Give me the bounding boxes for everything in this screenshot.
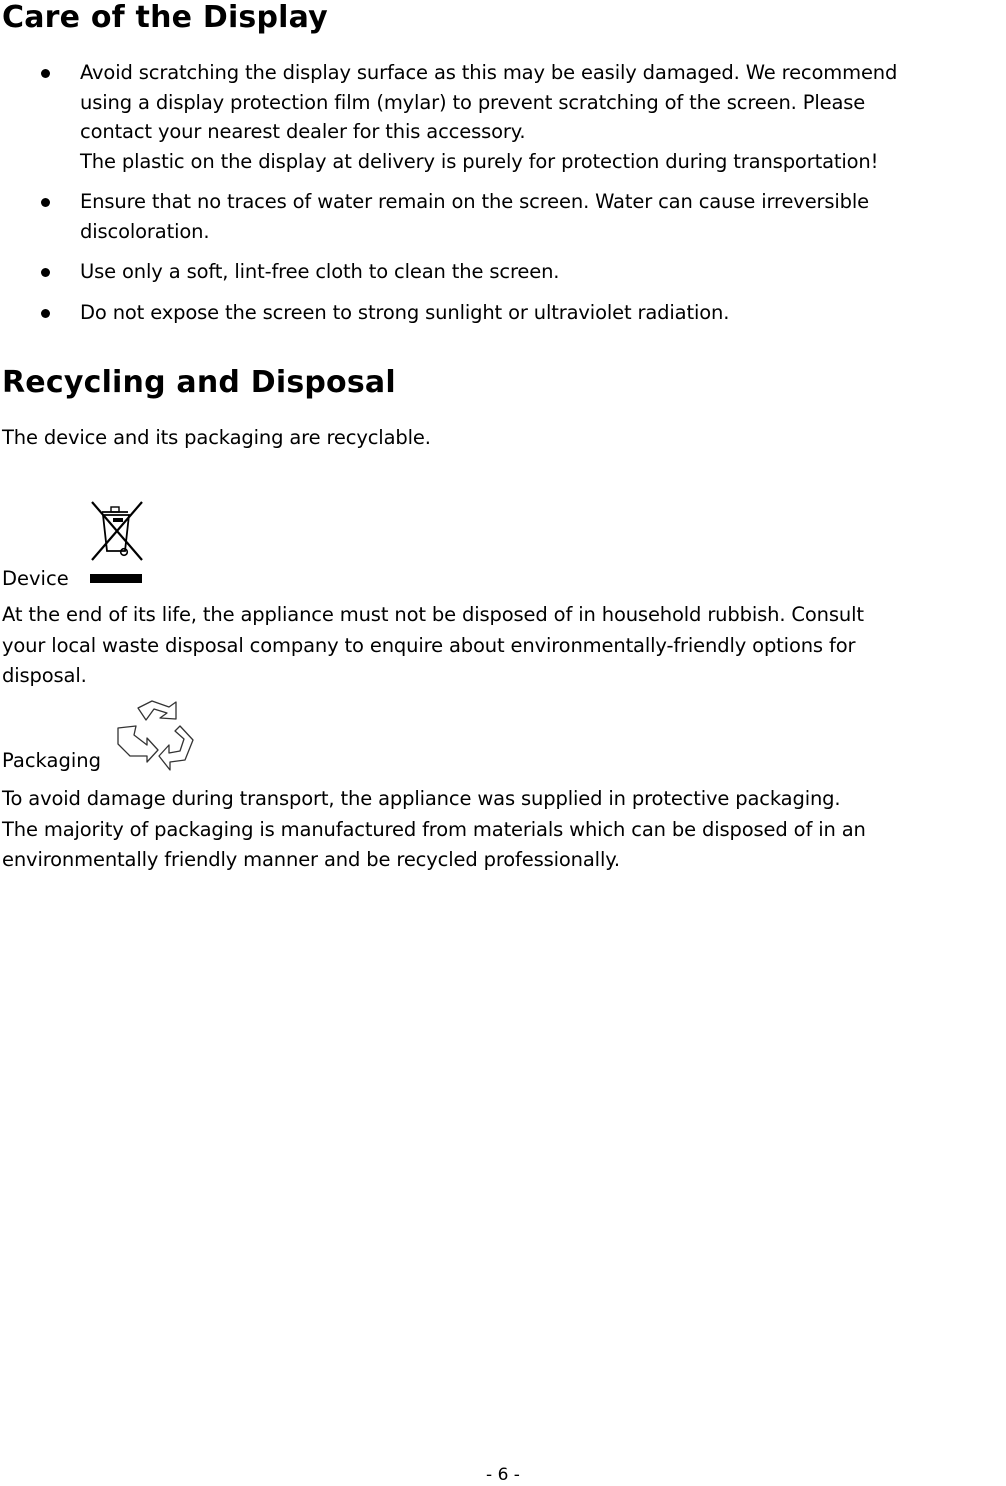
device-text-line: disposal. bbox=[2, 664, 87, 687]
device-text-line: At the end of its life, the appliance must not be disposed of in household rubbish. Consult bbox=[2, 603, 864, 626]
care-bullet-item bbox=[0, 187, 1006, 246]
page-number: - 6 - bbox=[486, 1465, 520, 1485]
packaging-disposal-text bbox=[2, 784, 866, 876]
care-bullet-list bbox=[0, 58, 1006, 338]
bullet-text-line: The plastic on the display at delivery is purely for protection during transportation! bbox=[80, 149, 879, 173]
bullet-text-line: Avoid scratching the display surface as this may be easily damaged. We recommend bbox=[80, 61, 898, 84]
crossed-out-wheelie-bin-icon bbox=[80, 496, 150, 586]
packaging-text-line: environmentally friendly manner and be recycled professionally. bbox=[2, 848, 620, 871]
recycling-heading: Recycling and Disposal bbox=[2, 365, 396, 400]
intro-text-line: The device and its packaging are recyclable. bbox=[2, 426, 431, 449]
care-bullet-item bbox=[0, 257, 1006, 287]
care-bullet-item bbox=[0, 58, 1006, 176]
device-disposal-text bbox=[2, 600, 864, 692]
bullet-text-line: Use only a soft, lint-free cloth to clean the screen. bbox=[80, 260, 560, 283]
bullet-text-line: contact your nearest dealer for this accessory. bbox=[80, 120, 526, 143]
packaging-text-line: The majority of packaging is manufactured from materials which can be disposed of in an bbox=[2, 817, 866, 841]
recycling-symbol-icon bbox=[114, 698, 196, 772]
device-label: Device bbox=[2, 567, 69, 590]
packaging-label: Packaging bbox=[2, 749, 101, 772]
bullet-text-line: discoloration. bbox=[80, 219, 210, 243]
bullet-dot-icon bbox=[41, 198, 50, 207]
bullet-text-line: using a display protection film (mylar) to prevent scratching of the screen. Please bbox=[80, 90, 866, 114]
bullet-dot-icon bbox=[41, 69, 50, 78]
bullet-text-line: Ensure that no traces of water remain on the screen. Water can cause irreversible bbox=[80, 190, 870, 213]
bullet-text-line: Do not expose the screen to strong sunlight or ultraviolet radiation. bbox=[80, 300, 730, 324]
packaging-text-line: To avoid damage during transport, the appliance was supplied in protective packaging. bbox=[2, 787, 841, 810]
care-bullet-item bbox=[0, 298, 1006, 328]
bullet-dot-icon bbox=[41, 309, 50, 318]
bullet-dot-icon bbox=[41, 268, 50, 277]
device-text-line: your local waste disposal company to enquire about environmentally-friendly options for bbox=[2, 633, 856, 657]
recycling-intro bbox=[2, 423, 431, 454]
care-heading: Care of the Display bbox=[2, 0, 328, 35]
